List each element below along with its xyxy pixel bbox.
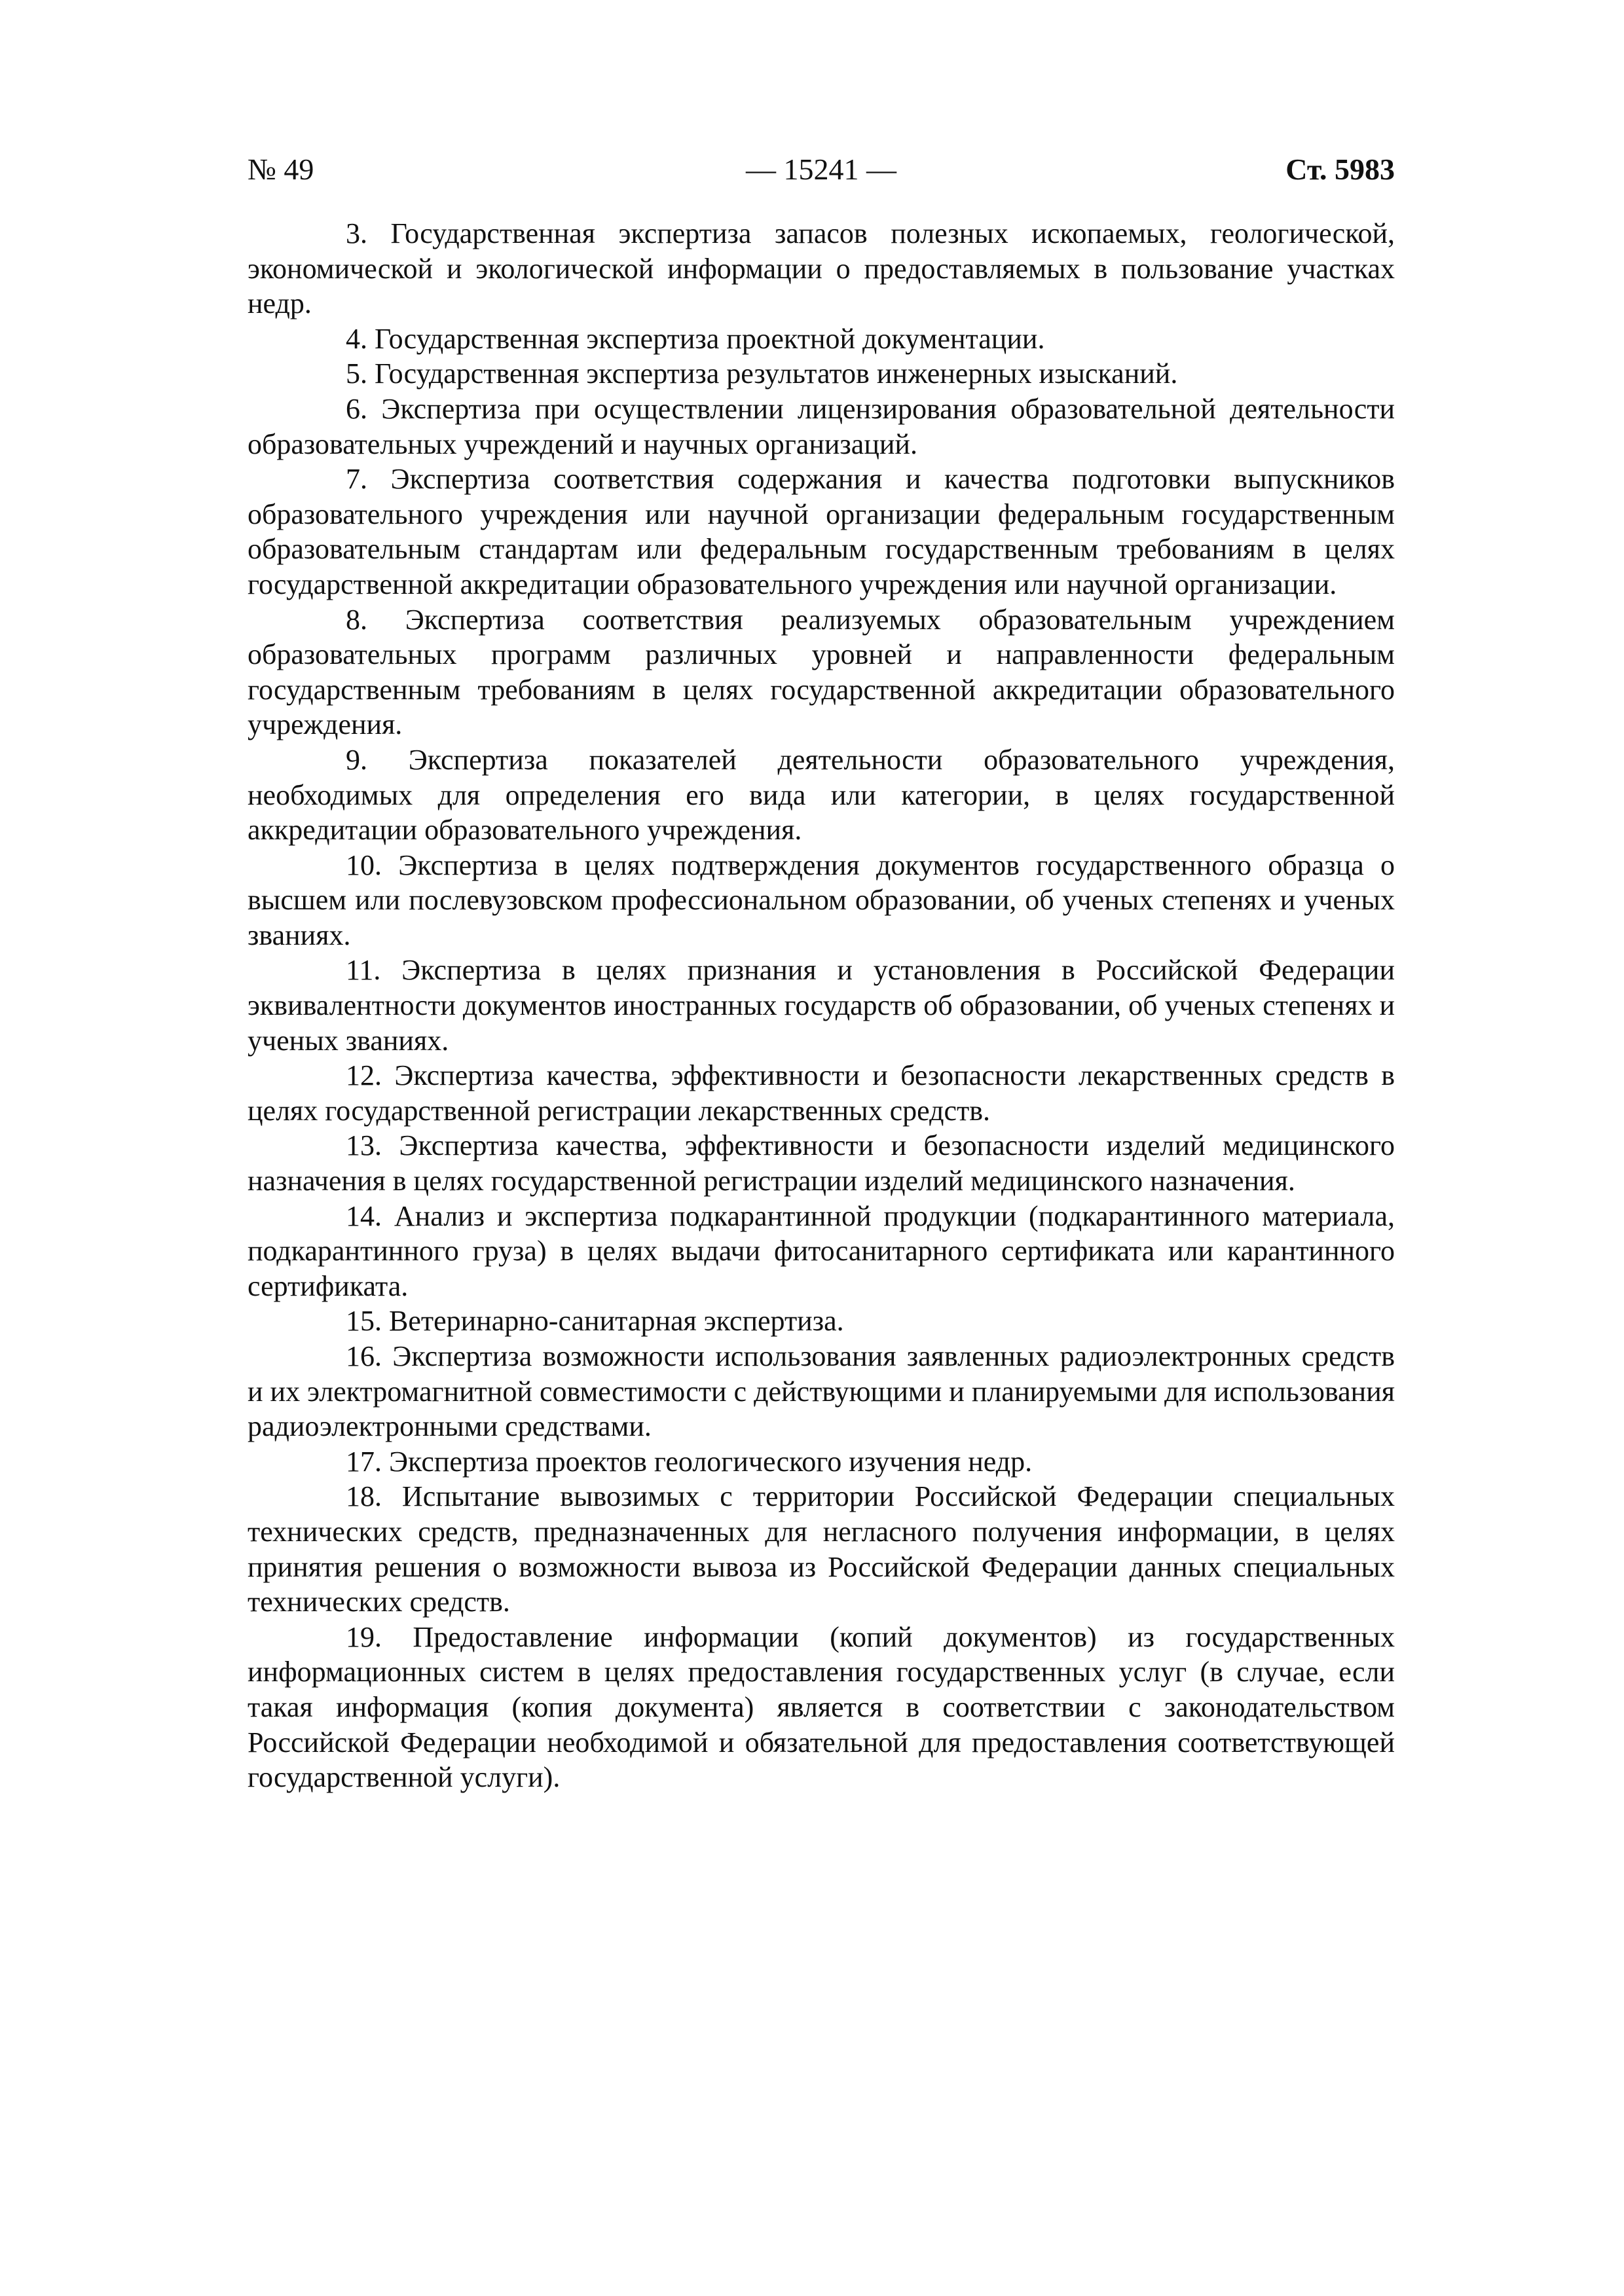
list-item: 12. Экспертиза качества, эффективности и безопасности лекарственных средств в целях государственной регистрации лекарственных средств.: [248, 1059, 1395, 1127]
list-item: 19. Предоставление информации (копий документов) из государственных информационных систем в целях предоставления государственных услуг (в случае, если такая информация (копия документа) является в соответствии с законодательством Российской Федерации необходимой и обязательной для предоставления соответствующей государственной услуги).: [248, 1620, 1395, 1794]
list-item: 13. Экспертиза качества, эффективности и безопасности изделий медицинского назначения в целях государственной регистрации изделий медицинского назначения.: [248, 1129, 1395, 1197]
document-body: [248, 216, 1395, 1795]
list-item: 7. Экспертиза соответствия содержания и качества подготовки выпускников образовательного учреждения или научной организации федеральным государственным образовательным стандартам или федеральным государственным требованиям в целях государственной аккредитации образовательного учреждения или научной организации.: [248, 463, 1395, 600]
list-item: 5. Государственная экспертиза результатов инженерных изысканий.: [346, 357, 1178, 390]
list-item: 15. Ветеринарно-санитарная экспертиза.: [346, 1305, 844, 1338]
list-item: 16. Экспертиза возможности использования заявленных радиоэлектронных средств и их электромагнитной совместимости с действующими и планируемыми для использования радиоэлектронными средствами.: [248, 1340, 1395, 1443]
list-item: 17. Экспертиза проектов геологического изучения недр.: [346, 1445, 1033, 1478]
list-item: 4. Государственная экспертиза проектной документации.: [346, 322, 1045, 355]
list-item: 3. Государственная экспертиза запасов полезных ископаемых, геологической, экономической и экологической информации о предоставляемых в пользование участках недр.: [248, 217, 1395, 320]
list-item: 6. Экспертиза при осуществлении лицензирования образовательной деятельности образовательных учреждений и научных организаций.: [248, 392, 1395, 460]
list-item: 9. Экспертиза показателей деятельности образовательного учреждения, необходимых для определения его вида или категории, в целях государственной аккредитации образовательного учреждения.: [248, 743, 1395, 847]
list-item: 10. Экспертиза в целях подтверждения документов государственного образца о высшем или послевузовском профессиональном образовании, об ученых степенях и ученых званиях.: [248, 848, 1395, 951]
article-number: Ст. 5983: [1285, 153, 1395, 186]
list-item: 14. Анализ и экспертиза подкарантинной продукции (подкарантинного материала, подкарантинного груза) в целях выдачи фитосанитарного сертификата или карантинного сертификата.: [248, 1199, 1395, 1302]
list-item: 18. Испытание вывозимых с территории Российской Федерации специальных технических средств, предназначенных для негласного получения информации, в целях принятия решения о возможности вывоза из Российской Федерации данных специальных технических средств.: [248, 1480, 1395, 1618]
issue-number: № 49: [248, 153, 314, 186]
running-head: [248, 149, 1395, 190]
page-number: — 15241 —: [746, 153, 896, 186]
list-item: 8. Экспертиза соответствия реализуемых образовательным учреждением образовательных программ различных уровней и направленности федеральным государственным требованиям в целях государственной аккредитации образовательного учреждения.: [248, 603, 1395, 741]
document-page: [248, 149, 1395, 1795]
list-item: 11. Экспертиза в целях признания и установления в Российской Федерации эквивалентности документов иностранных государств об образовании, об ученых степенях и ученых званиях.: [248, 954, 1395, 1057]
